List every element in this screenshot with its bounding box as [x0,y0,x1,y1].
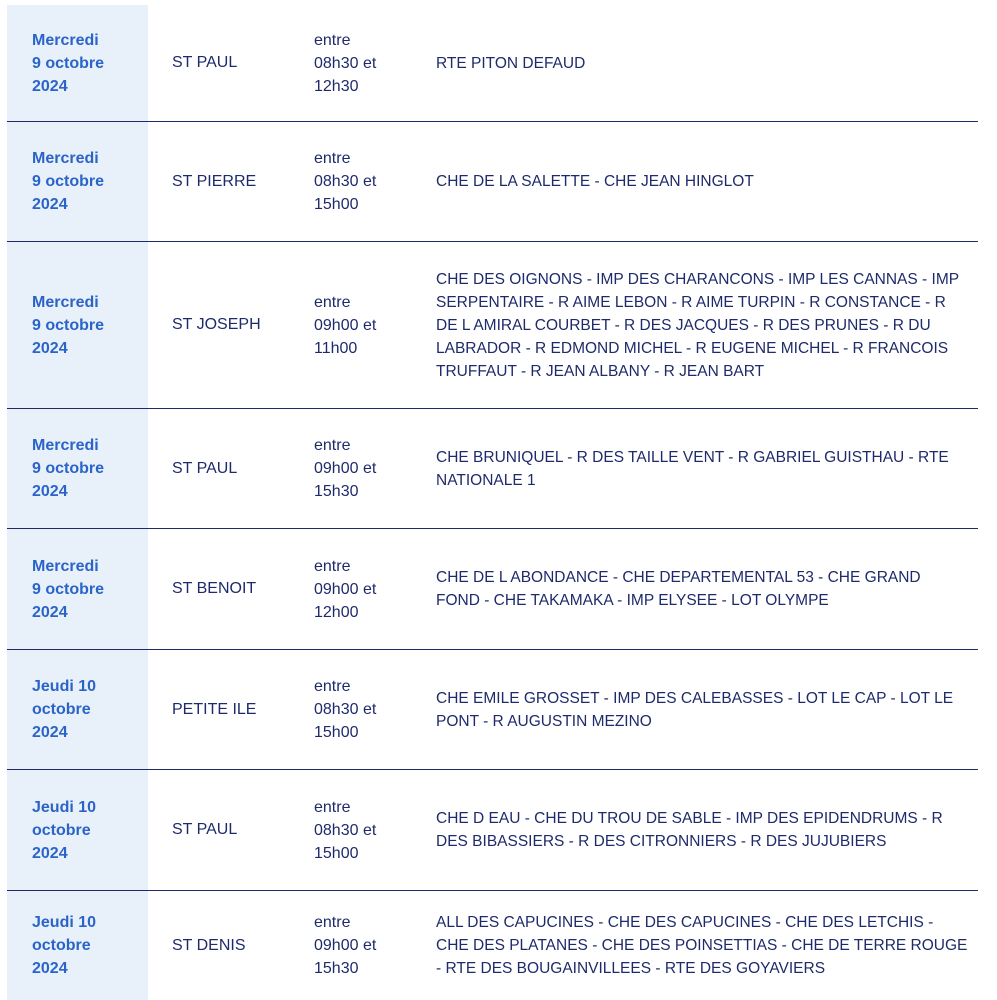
streets-cell [412,650,978,769]
table-row [0,650,978,769]
time-cell [291,529,412,649]
table-row [0,529,978,649]
time-text: entre 08h30 et 12h30 [314,31,377,95]
time-cell [291,650,412,769]
date-cell [7,770,148,890]
date-cell [7,5,148,121]
date-text: Mercredi 9 octobre 2024 [32,437,105,500]
streets-text: ALL DES CAPUCINES - CHE DES CAPUCINES - CHE DES LETCHIS - CHE DES PLATANES - CHE DES POINSETTIAS - CHE DE TERRE ROUGE - RTE DES BOUGAINVILLEES - RTE DES GOYAVIERS [436,914,968,977]
city-cell [148,891,291,1000]
city-cell [148,650,291,769]
time-cell [291,242,412,408]
streets-cell [412,891,978,1000]
city-cell [148,122,291,241]
date-text: Jeudi 10 octobre 2024 [32,798,97,862]
city-text: ST DENIS [172,936,246,954]
streets-text: CHE DE LA SALETTE - CHE JEAN HINGLOT [436,173,754,190]
time-cell [291,891,412,1000]
time-text: entre 08h30 et 15h00 [314,678,377,741]
city-cell [148,529,291,649]
streets-text: CHE EMILE GROSSET - IMP DES CALEBASSES - LOT LE CAP - LOT LE PONT - R AUGUSTIN MEZINO [436,689,954,730]
time-text: entre 08h30 et 15h00 [314,798,377,862]
city-cell [148,409,291,528]
date-text: Mercredi 9 octobre 2024 [32,150,105,213]
city-cell [148,770,291,890]
city-text: ST PIERRE [172,172,257,190]
city-text: ST PAUL [172,821,238,838]
date-text: Jeudi 10 octobre 2024 [32,914,97,977]
time-text: entre 09h00 et 15h30 [314,437,377,500]
table-row [0,242,978,408]
streets-text: CHE D EAU - CHE DU TROU DE SABLE - IMP DES EPIDENDRUMS - R DES BIBASSIERS - R DES CITRONNIERS - R DES JUJUBIERS [436,810,943,850]
date-cell [7,242,148,408]
date-cell [7,529,148,649]
streets-text: CHE DE L ABONDANCE - CHE DEPARTEMENTAL 53 - CHE GRAND FOND - CHE TAKAMAKA - IMP ELYSEE - LOT OLYMPE [436,569,921,609]
city-cell [148,5,291,121]
date-text: Jeudi 10 octobre 2024 [32,678,97,741]
streets-cell [412,770,978,890]
date-cell [7,650,148,769]
streets-text: RTE PITON DEFAUD [436,54,586,72]
table-row [0,891,978,1000]
table-row [0,5,978,121]
table-row [0,770,978,890]
date-cell [7,891,148,1000]
time-text: entre 09h00 et 11h00 [314,293,377,357]
time-cell [291,5,412,121]
city-text: ST PAUL [172,54,238,71]
date-text: Mercredi 9 octobre 2024 [32,31,105,95]
city-text: ST JOSEPH [172,316,261,333]
streets-cell [412,5,978,121]
table-row [0,122,978,241]
date-text: Mercredi 9 octobre 2024 [32,557,105,621]
time-text: entre 09h00 et 15h30 [314,914,377,977]
city-text: ST BENOIT [172,580,257,597]
time-cell [291,409,412,528]
streets-cell [412,242,978,408]
date-text: Mercredi 9 octobre 2024 [32,293,105,357]
time-text: entre 08h30 et 15h00 [314,150,377,213]
city-text: PETITE ILE [172,700,257,718]
streets-cell [412,122,978,241]
streets-cell [412,409,978,528]
table-row [0,409,978,528]
date-cell [7,409,148,528]
streets-text: CHE DES OIGNONS - IMP DES CHARANCONS - IMP LES CANNAS - IMP SERPENTAIRE - R AIME LEBON - R AIME TURPIN - R CONSTANCE - R DE L AMIRAL COURBET - R DES JACQUES - R DES PRUNES - R DU LABRADOR - R EDMOND MICHEL - R EUGENE MICHEL - R FRANCOIS TRUFFAUT - R JEAN ALBANY - R JEAN BART [436,270,959,380]
date-cell [7,122,148,241]
time-text: entre 09h00 et 12h00 [314,557,377,621]
time-cell [291,770,412,890]
city-cell [148,242,291,408]
city-text: ST PAUL [172,459,238,477]
time-cell [291,122,412,241]
streets-cell [412,529,978,649]
streets-text: CHE BRUNIQUEL - R DES TAILLE VENT - R GABRIEL GUISTHAU - RTE NATIONALE 1 [436,448,949,489]
